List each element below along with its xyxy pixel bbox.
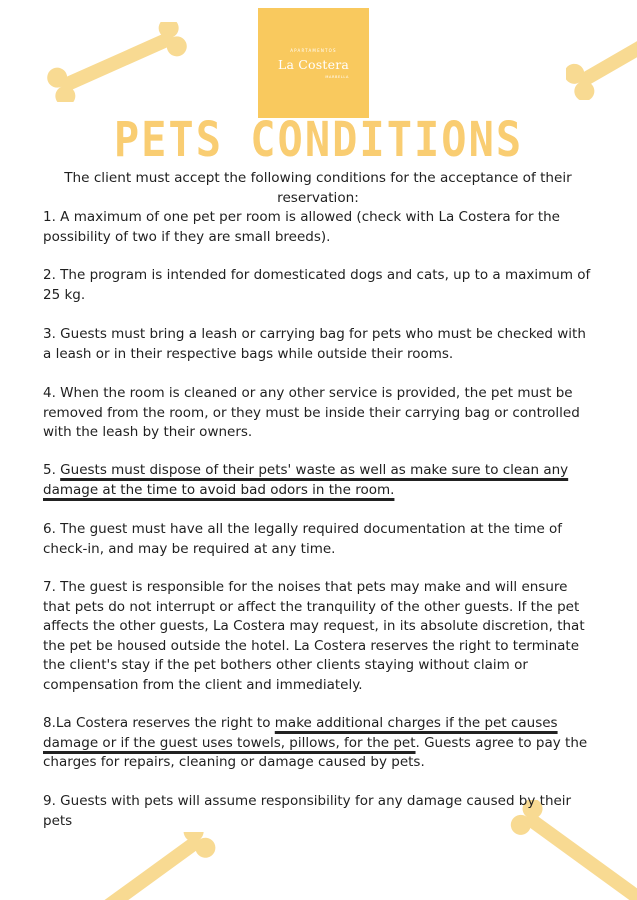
condition-8-highlight: make additional charges if the pet causes damage or if the guest uses towels, pillows, for the pet bbox=[43, 715, 558, 751]
condition-5-prefix: 5. bbox=[43, 462, 61, 478]
bone-icon-bottom-left bbox=[90, 832, 220, 900]
condition-5 bbox=[43, 461, 595, 500]
logo-name: La Costera bbox=[277, 56, 350, 72]
logo-small-text: APARTAMENTOS bbox=[290, 47, 337, 53]
condition-6: 6. The guest must have all the legally required documentation at the time of check-in, and may be required at any time. bbox=[43, 521, 563, 557]
condition-8-suffix: . Guests agree to pay the charges for repairs, cleaning or damage caused by pets. bbox=[43, 734, 588, 770]
condition-8-prefix: 8.La Costera reserves the right to bbox=[43, 715, 275, 731]
condition-3: 3. Guests must bring a leash or carrying bag for pets who must be checked with a leash or in their respective bags while outside their rooms. bbox=[43, 326, 586, 362]
condition-7: 7. The guest is responsible for the noises that pets may make and will ensure that pets do not interrupt or affect the tranquility of the other guests. If the pet affects the other guests, La Costera may request, in its absolute discretion, that the pet be housed outside the hotel. La Costera reserves the right to terminate the client's stay if the pet bothers other clients staying without claim or compensation from the client and immediately. bbox=[43, 579, 585, 693]
brand-logo bbox=[258, 8, 369, 118]
page-title: PETS CONDITIONS bbox=[113, 111, 524, 168]
condition-1: 1. A maximum of one pet per room is allowed (check with La Costera for the possibility of two if they are small breeds). bbox=[43, 209, 560, 245]
bone-icon-top-left bbox=[42, 22, 192, 102]
logo-sub-text: MARBELLA bbox=[325, 74, 349, 79]
intro-text: The client must accept the following conditions for the acceptance of their reservation: bbox=[64, 170, 572, 206]
condition-8 bbox=[43, 714, 595, 773]
condition-9: 9. Guests with pets will assume responsibility for any damage caused by their pets bbox=[43, 793, 572, 829]
bone-icon-top-right bbox=[566, 40, 637, 100]
condition-4: 4. When the room is cleaned or any other service is provided, the pet must be removed from the room, or they must be inside their carrying bag or controlled with the leash by their owners. bbox=[43, 385, 580, 440]
condition-2: 2. The program is intended for domesticated dogs and cats, up to a maximum of 25 kg. bbox=[43, 267, 591, 303]
condition-5-highlight: Guests must dispose of their pets' waste as well as make sure to clean any damage at the time to avoid bad odors in the room. bbox=[43, 462, 569, 498]
